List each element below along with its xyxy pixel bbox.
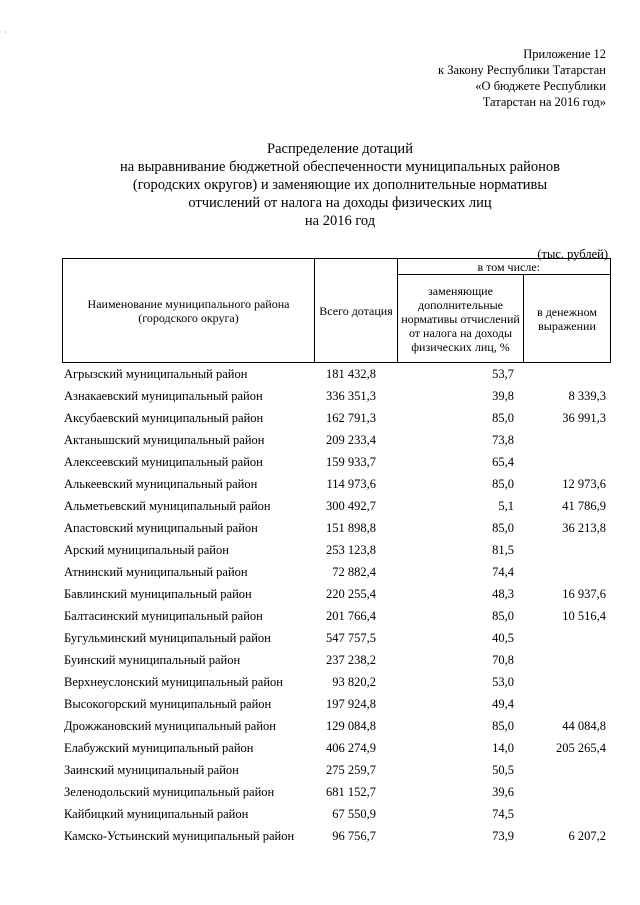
table-row <box>62 805 610 827</box>
money-amount <box>514 761 606 783</box>
money-amount: 12 973,6 <box>562 477 606 491</box>
norm-percent: 39,6 <box>492 785 514 799</box>
total-subsidy: 72 882,4 <box>332 565 376 579</box>
district-name: Дрожжановский муниципальный район <box>64 719 276 733</box>
total-subsidy: 96 756,7 <box>332 829 376 843</box>
norm-percent: 81,5 <box>492 543 514 557</box>
district-name: Апастовский муниципальный район <box>64 521 258 535</box>
norm-percent: 49,4 <box>492 697 514 711</box>
money-amount <box>514 365 606 387</box>
district-name: Алькеевский муниципальный район <box>64 477 258 491</box>
table-row <box>62 739 610 761</box>
title-line: отчислений от налога на доходы физических лиц <box>188 195 492 211</box>
money-amount <box>514 673 606 695</box>
norm-percent: 74,4 <box>492 565 514 579</box>
money-amount: 205 265,4 <box>556 741 606 755</box>
total-subsidy: 220 255,4 <box>326 587 376 601</box>
appendix-line: Приложение 12 <box>523 47 606 61</box>
money-amount: 44 084,8 <box>562 719 606 733</box>
norm-percent: 65,4 <box>492 455 514 469</box>
table-row <box>62 827 610 849</box>
norm-percent: 40,5 <box>492 631 514 645</box>
document-title <box>60 140 620 230</box>
header-including: в том числе: <box>398 259 611 275</box>
district-name: Актанышский муниципальный район <box>64 433 265 447</box>
norm-percent: 53,7 <box>492 367 514 381</box>
money-amount <box>514 805 606 827</box>
district-name: Зеленодольский муниципальный район <box>64 785 275 799</box>
total-subsidy: 547 757,5 <box>326 631 376 645</box>
table-row <box>62 431 610 453</box>
norm-percent: 85,0 <box>492 521 514 535</box>
appendix-note <box>438 46 606 110</box>
table-row <box>62 585 610 607</box>
money-amount: 36 991,3 <box>562 411 606 425</box>
title-line: на выравнивание бюджетной обеспеченности муниципальных районов <box>119 159 561 175</box>
norm-percent: 73,9 <box>492 829 514 843</box>
district-name: Атнинский муниципальный район <box>64 565 248 579</box>
table-row <box>62 717 610 739</box>
district-name: Заинский муниципальный район <box>64 763 239 777</box>
total-subsidy: 67 550,9 <box>332 807 376 821</box>
table-row <box>62 651 610 673</box>
money-amount: 10 516,4 <box>562 609 606 623</box>
total-subsidy: 681 152,7 <box>326 785 376 799</box>
district-name: Азнакаевский муниципальный район <box>64 389 263 403</box>
norm-percent: 14,0 <box>492 741 514 755</box>
money-amount <box>514 695 606 717</box>
total-subsidy: 253 123,8 <box>326 543 376 557</box>
total-subsidy: 406 274,9 <box>326 741 376 755</box>
table-row <box>62 519 610 541</box>
district-name: Верхнеуслонский муниципальный район <box>64 675 283 689</box>
district-name: Агрызский муниципальный район <box>64 367 248 381</box>
table-header <box>62 258 611 363</box>
norm-percent: 48,3 <box>492 587 514 601</box>
appendix-line: Татарстан на 2016 год» <box>482 95 606 109</box>
district-name: Бавлинский муниципальный район <box>64 587 252 601</box>
money-amount: 8 339,3 <box>568 389 606 403</box>
table-row <box>62 475 610 497</box>
money-amount: 6 207,2 <box>568 829 606 843</box>
money-amount <box>514 629 606 651</box>
norm-percent: 39,8 <box>492 389 514 403</box>
total-subsidy: 93 820,2 <box>332 675 376 689</box>
district-name: Аксубаевский муниципальный район <box>64 411 264 425</box>
money-amount <box>514 541 606 563</box>
margin-mark: · <box>4 28 7 37</box>
norm-percent: 74,5 <box>492 807 514 821</box>
district-name: Альметьевский муниципальный район <box>64 499 271 513</box>
district-name: Балтасинский муниципальный район <box>64 609 263 623</box>
title-line: (городских округов) и заменяющие их дополнительные нормативы <box>132 177 548 193</box>
total-subsidy: 151 898,8 <box>326 521 376 535</box>
norm-percent: 73,8 <box>492 433 514 447</box>
norm-percent: 70,8 <box>492 653 514 667</box>
money-amount: 36 213,8 <box>562 521 606 535</box>
total-subsidy: 197 924,8 <box>326 697 376 711</box>
table-row <box>62 761 610 783</box>
district-name: Елабужский муниципальный район <box>64 741 254 755</box>
district-name: Арский муниципальный район <box>64 543 229 557</box>
total-subsidy: 237 238,2 <box>326 653 376 667</box>
district-name: Высокогорский муниципальный район <box>64 697 272 711</box>
district-name: Буинский муниципальный район <box>64 653 241 667</box>
total-subsidy: 300 492,7 <box>326 499 376 513</box>
total-subsidy: 209 233,4 <box>326 433 376 447</box>
table-row <box>62 497 610 519</box>
header-name: Наименование муниципального района (городского округа) <box>63 259 315 363</box>
total-subsidy: 129 084,8 <box>326 719 376 733</box>
total-subsidy: 159 933,7 <box>326 455 376 469</box>
total-subsidy: 162 791,3 <box>326 411 376 425</box>
header-money: в денежном выражении <box>524 275 611 363</box>
district-name: Бугульминский муниципальный район <box>64 631 271 645</box>
table-row <box>62 541 610 563</box>
appendix-line: «О бюджете Республики <box>475 79 606 93</box>
table-row <box>62 695 610 717</box>
title-line: на 2016 год <box>304 213 376 229</box>
title-line: Распределение дотаций <box>267 141 413 157</box>
table-row <box>62 409 610 431</box>
money-amount: 41 786,9 <box>562 499 606 513</box>
table-row <box>62 629 610 651</box>
header-norm: заменяющие дополнительные нормативы отчислений от налога на доходы физических лиц, % <box>398 275 524 363</box>
table-row <box>62 387 610 409</box>
money-amount <box>514 431 606 453</box>
total-subsidy: 181 432,8 <box>326 367 376 381</box>
district-name: Кайбицкий муниципальный район <box>64 807 249 821</box>
money-amount: 16 937,6 <box>562 587 606 601</box>
money-amount <box>514 563 606 585</box>
norm-percent: 85,0 <box>492 719 514 733</box>
units-label: (тыс. рублей) <box>537 247 608 261</box>
district-name: Камско-Устьинский муниципальный район <box>64 829 295 843</box>
table-row <box>62 563 610 585</box>
norm-percent: 85,0 <box>492 477 514 491</box>
table-row <box>62 453 610 475</box>
norm-percent: 5,1 <box>498 499 514 513</box>
table-row <box>62 783 610 805</box>
total-subsidy: 201 766,4 <box>326 609 376 623</box>
table-row <box>62 365 610 387</box>
table-row <box>62 607 610 629</box>
district-name: Алексеевский муниципальный район <box>64 455 263 469</box>
total-subsidy: 336 351,3 <box>326 389 376 403</box>
money-amount <box>514 453 606 475</box>
norm-percent: 85,0 <box>492 411 514 425</box>
table-row <box>62 673 610 695</box>
total-subsidy: 114 973,6 <box>326 477 376 491</box>
norm-percent: 85,0 <box>492 609 514 623</box>
norm-percent: 50,5 <box>492 763 514 777</box>
norm-percent: 53,0 <box>492 675 514 689</box>
table-body <box>62 365 610 849</box>
total-subsidy: 275 259,7 <box>326 763 376 777</box>
header-total: Всего дотация <box>315 259 398 363</box>
money-amount <box>514 651 606 673</box>
appendix-line: к Закону Республики Татарстан <box>438 63 606 77</box>
money-amount <box>514 783 606 805</box>
